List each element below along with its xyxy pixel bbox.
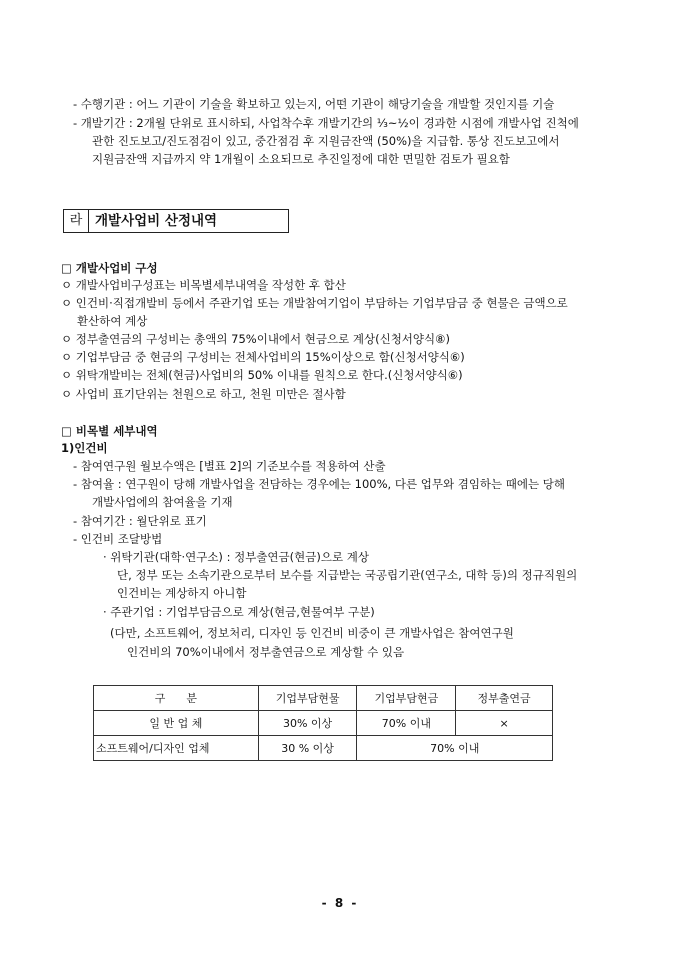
labor-item: - 참여기간 : 월단위로 표기 — [73, 514, 207, 528]
table-header-cell: 구 분 — [94, 686, 259, 711]
text-line-period: - 개발기간 : 2개월 단위로 표시하되, 사업착수후 개발기간의 ⅓~½이 경과한 시점에 개발사업 진척에 — [73, 116, 579, 130]
table-row — [94, 736, 553, 761]
composition-item: ㅇ 정부출연금의 구성비는 총액의 75%이내에서 현금으로 계상(신청서양식⑧) — [61, 332, 450, 346]
composition-item: ㅇ 기업부담금 중 현금의 구성비는 전체사업비의 15%이상으로 함(신청서양식⑥) — [61, 350, 465, 364]
table-cell: 일 반 업 체 — [94, 711, 259, 736]
composition-item: ㅇ 인건비·직접개발비 등에서 주관기업 또는 개발참여기업이 부담하는 기업부담금 중 현물은 금액으로 — [61, 296, 568, 310]
labor-note-cont: 인건비의 70%이내에서 정부출연금으로 계상할 수 있음 — [127, 645, 405, 659]
section-marker: 라 — [64, 210, 89, 232]
labor-item-cont: 개발사업에의 참여율을 기재 — [92, 495, 233, 509]
subheading-labor: 1)인건비 — [61, 441, 108, 455]
labor-item: - 참여연구원 월보수액은 [별표 2]의 기준보수를 적용하여 산출 — [73, 459, 386, 473]
cost-share-table — [93, 685, 553, 761]
section-title-box — [63, 209, 289, 233]
labor-subitem: · 주관기업 : 기업부담금으로 계상(현금,현물여부 구분) — [103, 605, 375, 619]
table-cell: 30% 이상 — [258, 711, 357, 736]
text-line-performer: - 수행기관 : 어느 기관이 기술을 확보하고 있는지, 어떤 기관이 해당기술을 개발할 것인지를 기술 — [73, 97, 555, 111]
labor-subitem-cont: 단, 정부 또는 소속기관으로부터 보수를 지급받는 국공립기관(연구소, 대학 등)의 정규직원의 — [117, 568, 578, 582]
labor-subitem-cont: 인건비는 계상하지 아니함 — [117, 586, 247, 600]
section-title: 개발사업비 산정내역 — [95, 213, 218, 229]
table-header-cell: 기업부담현금 — [357, 686, 456, 711]
table-header-row — [94, 686, 553, 711]
labor-subitem: · 위탁기관(대학·연구소) : 정부출연금(현금)으로 계상 — [103, 550, 369, 564]
composition-item: ㅇ 위탁개발비는 전체(현금)사업비의 50% 이내를 원칙으로 한다.(신청서양식⑥) — [61, 368, 463, 382]
labor-note: (다만, 소프트웨어, 정보처리, 디자인 등 인건비 비중이 큰 개발사업은 참여연구원 — [110, 626, 514, 640]
table-cell: 70% 이내 — [357, 711, 456, 736]
table-row — [94, 711, 553, 736]
table-cell: 30 % 이상 — [258, 736, 357, 761]
labor-item: - 인건비 조달방법 — [73, 532, 163, 546]
table-cell: × — [456, 711, 553, 736]
table-cell: 소프트웨어/디자인 업체 — [94, 736, 259, 761]
heading-composition: □ 개발사업비 구성 — [61, 261, 158, 275]
page-number: - 8 - — [321, 896, 359, 910]
heading-details: □ 비목별 세부내역 — [61, 424, 158, 438]
table-cell: 70% 이내 — [357, 736, 553, 761]
composition-item: ㅇ 사업비 표기단위는 천원으로 하고, 천원 미만은 절사함 — [61, 387, 346, 401]
composition-item-cont: 환산하여 계상 — [77, 314, 148, 328]
text-line-period-cont2: 지원금잔액 지급까지 약 1개월이 소요되므로 추진일정에 대한 면밀한 검토가 필요함 — [92, 152, 510, 166]
composition-item: ㅇ 개발사업비구성표는 비목별세부내역을 작성한 후 합산 — [61, 278, 346, 292]
table-header-cell: 정부출연금 — [456, 686, 553, 711]
table-header-cell: 기업부담현물 — [258, 686, 357, 711]
text-line-period-cont1: 관한 진도보고/진도점검이 있고, 중간점검 후 지원금잔액 (50%)을 지급함. 통상 진도보고에서 — [92, 134, 560, 148]
labor-item: - 참여율 : 연구원이 당해 개발사업을 전담하는 경우에는 100%, 다른 업무와 겸임하는 때에는 당해 — [73, 477, 565, 491]
